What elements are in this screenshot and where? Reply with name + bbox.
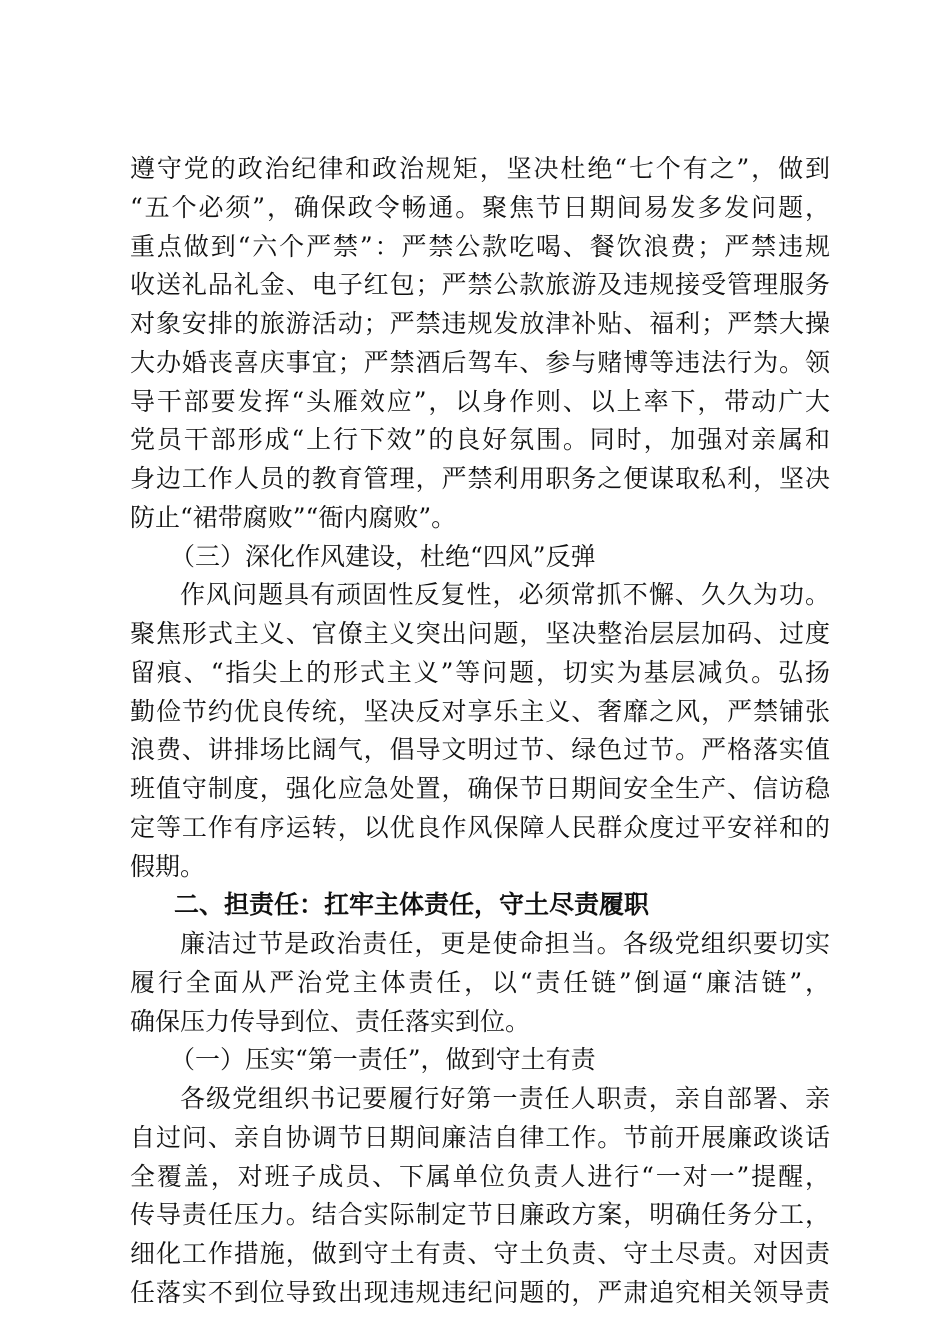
text-line: 各级党组织书记要履行好第一责任人职责，亲自部署、亲 [180, 1084, 830, 1113]
text-line: “五个必须”，确保政令畅通。聚焦节日期间易发多发问题， [130, 192, 830, 222]
body-paragraph [130, 925, 830, 1041]
body-paragraph [130, 150, 830, 538]
section-heading [130, 886, 830, 925]
section-subheading [130, 1041, 830, 1080]
text-line: 大办婚丧喜庆事宜；严禁酒后驾车、参与赌博等违法行为。领 [130, 347, 830, 377]
body-paragraph [130, 576, 830, 886]
text-line: 履行全面从严治党主体责任，以“责任链”倒逼“廉洁链”， [130, 967, 830, 997]
text-line: 全覆盖，对班子成员、下属单位负责人进行“一对一”提醒， [130, 1161, 830, 1191]
text-line: 自过问、亲自协调节日期间廉洁自律工作。节前开展廉政谈话 [130, 1122, 830, 1152]
text-line: 勤俭节约优良传统，坚决反对享乐主义、奢靡之风，严禁铺张 [130, 696, 830, 726]
text-line: 收送礼品礼金、电子红包；严禁公款旅游及违规接受管理服务 [130, 270, 830, 300]
section-subheading [130, 538, 830, 577]
document-page [130, 150, 830, 1313]
text-line: 廉洁过节是政治责任，更是使命担当。各级党组织要切实 [180, 929, 830, 958]
text-line: 班值守制度，强化应急处置，确保节日期间安全生产、信访稳 [130, 774, 830, 803]
text-line: 遵守党的政治纪律和政治规矩，坚决杜绝“七个有之”，做到 [130, 154, 830, 183]
text-line: 细化工作措施，做到守土有责、守土负责、守土尽责。对因责 [130, 1239, 830, 1268]
text-line: 传导责任压力。结合实际制定节日廉政方案，明确任务分工， [130, 1200, 830, 1230]
text-line: 聚焦形式主义、官僚主义突出问题，坚决整治层层加码、过度 [130, 619, 830, 648]
text-line: 身边工作人员的教育管理，严禁利用职务之便谋取私利，坚决 [130, 464, 830, 493]
text-line: 作风问题具有顽固性反复性，必须常抓不懈、久久为功。 [180, 580, 830, 610]
body-paragraph [130, 1080, 830, 1313]
text-line: 任落实不到位导致出现违规违纪问题的，严肃追究相关领导责 [130, 1277, 830, 1307]
text-line: 假期。 [130, 851, 206, 881]
text-line: 确保压力传导到位、责任落实到位。 [130, 1006, 531, 1036]
text-line: 浪费、讲排场比阔气，倡导文明过节、绿色过节。严格落实值 [130, 735, 830, 765]
text-line: 重点做到“六个严禁”：严禁公款吃喝、餐饮浪费；严禁违规 [130, 231, 830, 261]
subheading-text: （一）压实“第一责任”，做到守土有责 [170, 1045, 596, 1075]
heading-text: 二、担责任：扛牢主体责任，守土尽责履职 [174, 890, 650, 920]
text-line: 留痕、“指尖上的形式主义”等问题，切实为基层减负。弘扬 [130, 657, 830, 687]
text-line: 定等工作有序运转，以优良作风保障人民群众度过平安祥和的 [130, 812, 830, 842]
text-line: 导干部要发挥“头雁效应”，以身作则、以上率下，带动广大 [130, 386, 830, 416]
text-line: 对象安排的旅游活动；严禁违规发放津补贴、福利；严禁大操 [130, 309, 830, 338]
text-line: 党员干部形成“上行下效”的良好氛围。同时，加强对亲属和 [130, 425, 830, 455]
subheading-text: （三）深化作风建设，杜绝“四风”反弹 [170, 541, 596, 571]
text-line: 防止“裙带腐败”“衙内腐败”。 [130, 502, 457, 532]
